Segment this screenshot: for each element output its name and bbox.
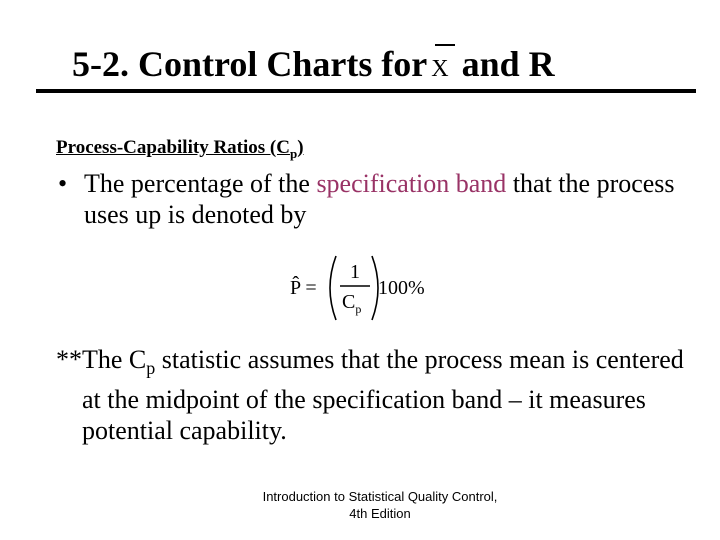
subheading-text: Process-Capability Ratios (C <box>56 137 290 158</box>
bullet-text-after: that the process uses up is denoted by <box>84 169 675 229</box>
cp-note <box>56 344 696 446</box>
slide-title <box>72 44 555 84</box>
formula-lhs: P̂ = <box>290 277 317 299</box>
footer-line-1: Introduction to Statistical Quality Control, <box>262 489 498 504</box>
note-text <box>56 344 696 446</box>
section-subheading <box>56 137 304 162</box>
bullet-point <box>58 168 678 230</box>
note-subscript: p <box>146 358 156 379</box>
x-bar-letter: X <box>431 56 449 82</box>
bullet-text <box>58 168 678 230</box>
bullet-highlight: specification band <box>316 169 507 198</box>
bullet-marker: • <box>58 169 68 198</box>
formula-suffix: 100% <box>378 277 425 299</box>
slide-footer <box>240 488 520 522</box>
formula-numerator: 1 <box>350 261 360 283</box>
formula-denominator-sub: p <box>355 302 362 316</box>
subheading-close: ) <box>297 137 304 158</box>
formula-denominator: $C_p$ <box>342 291 362 316</box>
note-before: **The C <box>56 345 147 374</box>
title-suffix: and R <box>461 44 555 84</box>
title-prefix: 5-2. Control Charts for <box>72 44 428 84</box>
bullet-text-before: The percentage of the <box>84 169 317 198</box>
footer-line-2: 4th Edition <box>349 506 411 521</box>
overbar-line <box>435 44 454 46</box>
title-rule <box>36 89 696 93</box>
x-bar-symbol <box>431 44 448 84</box>
left-paren <box>330 256 336 320</box>
note-after: statistic assumes that the process mean is centered at the midpoint of the specification band – it measures potential capability. <box>82 345 684 446</box>
capability-formula <box>286 250 436 326</box>
subheading-subscript: p <box>289 145 298 161</box>
